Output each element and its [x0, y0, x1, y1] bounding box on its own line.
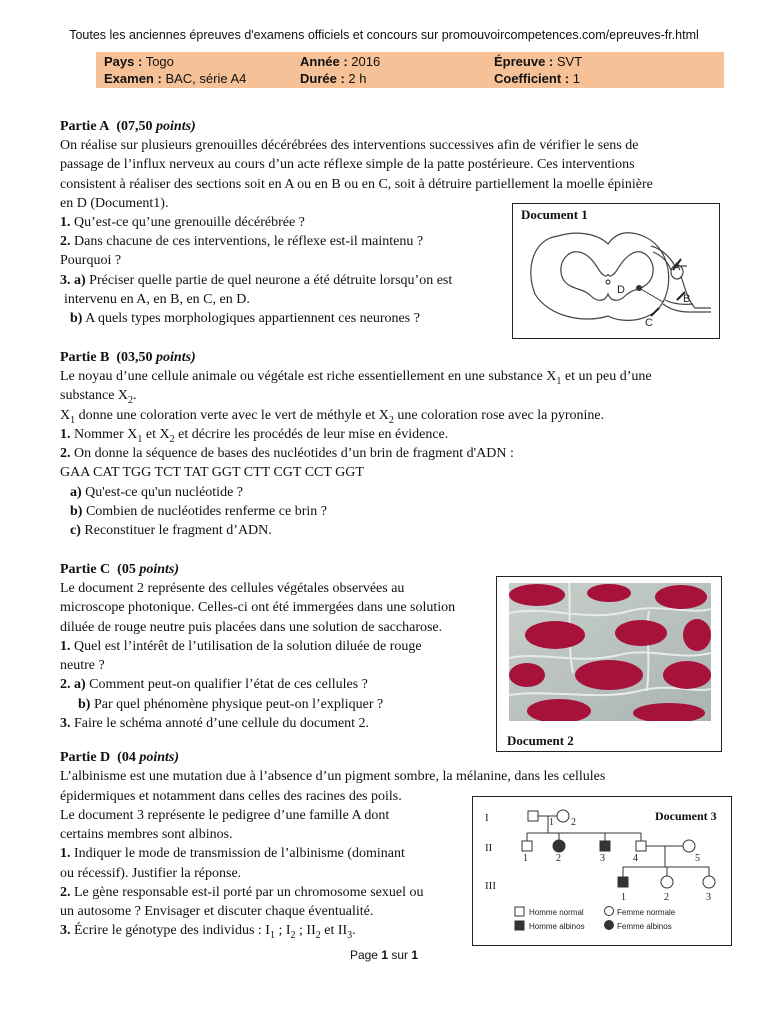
partB-title: Partie B (03,50 points) — [60, 350, 196, 365]
II-4-num: 4 — [633, 853, 638, 864]
partA-q2: 2. Dans chacune de ces interventions, le réflexe est-il maintenu ? — [60, 234, 424, 249]
plant-cells-micrograph — [509, 583, 711, 721]
III-2-num: 2 — [664, 892, 669, 903]
partA-q2-cont: Pourquoi ? — [60, 253, 122, 268]
partB-q1: 1. Nommer $X_1$ et $X_2$ et décrire les procédés de leur mise en évidence. — [60, 427, 449, 445]
generation-I: I — [485, 812, 489, 824]
partD-line-3: Le document 3 représente le pedigree d’une famille A dont — [60, 808, 390, 823]
partC-q1-cont: neutre ? — [60, 658, 105, 673]
document-3-figure — [472, 796, 732, 946]
partD-q1-cont: ou récessif). Justifier la réponse. — [60, 866, 242, 881]
III-3-num: 3 — [706, 892, 711, 903]
legend-homme-albinos: Homme albinos — [529, 922, 585, 931]
partA-title: Partie A (07,50 points) — [60, 119, 196, 134]
partC-q2b: b) Par quel phénomène physique peut-on l’expliquer ? — [78, 697, 384, 712]
partC-q3: 3. Faire le schéma annoté d’une cellule du document 2. — [60, 716, 370, 731]
partD-q2-cont: un autosome ? Envisager et discuter chaque éventualité. — [60, 904, 374, 919]
exam-info-band — [96, 52, 724, 88]
partA-q3a: 3. a) Préciser quelle partie de quel neurone a été détruite lorsqu’on est — [60, 273, 453, 288]
epreuve-field: Épreuve : SVT — [494, 54, 583, 69]
partA-q3a-cont: intervenu en A, en B, en C, en D. — [64, 292, 250, 307]
partB-line-3: $X_1$ donne une coloration verte avec le vert de méthyle et $X_2$ une coloration rose avec la pyronine. — [60, 408, 605, 426]
partD-line-2: épidermiques et notamment dans celles des racines des poils. — [60, 789, 402, 804]
partD-q2: 2. Le gène responsable est-il porté par un chromosome sexuel ou — [60, 885, 424, 900]
pays-field: Pays : Togo — [104, 54, 174, 69]
I-2-num: 2 — [571, 817, 576, 828]
partB-qc: c) Reconstituer le fragment d’ADN. — [70, 523, 272, 538]
partA-q1: 1. Qu’est-ce qu’une grenouille décérébrée ? — [60, 215, 305, 230]
partD-line-4: certains membres sont albinos. — [60, 827, 233, 842]
coef-field: Coefficient : 1 — [494, 71, 580, 86]
partA-line-4: en D (Document1). — [60, 196, 169, 211]
partB-qa: a) Qu'est-ce qu'un nucléotide ? — [70, 485, 243, 500]
label-C: C — [645, 317, 653, 329]
II-3-num: 3 — [600, 853, 605, 864]
III-1-num: 1 — [621, 892, 626, 903]
partA-line-3: consistent à réaliser des sections soit en A ou en B ou en C, soit à détruire partiellement la moelle épinière — [60, 177, 653, 192]
label-B: B — [683, 293, 691, 305]
generation-III: III — [485, 880, 496, 892]
partB-line-2: substance $X_2$. — [60, 388, 137, 406]
I-1-num: 1 — [549, 817, 554, 828]
II-5-num: 5 — [695, 853, 700, 864]
partA-line-1: On réalise sur plusieurs grenouilles décérébrées des interventions successives afin de vérifier le sens de — [60, 138, 639, 153]
partA-q3b: b) A quels types morphologiques appartiennent ces neurones ? — [70, 311, 420, 326]
annee-field: Année : 2016 — [300, 54, 381, 69]
document-3-label: Document 3 — [655, 809, 717, 823]
partD-line-1: L’albinisme est une mutation due à l’absence d’un pigment sombre, la mélanine, dans les cellules — [60, 769, 606, 784]
partC-line-3: diluée de rouge neutre puis placées dans une solution de saccharose. — [60, 620, 443, 635]
partB-qb: b) Combien de nucléotides renferme ce brin ? — [70, 504, 327, 519]
document-2-figure — [496, 576, 722, 752]
II-2-num: 2 — [556, 853, 561, 864]
legend-femme-albinos: Femme albinos — [617, 922, 672, 931]
source-header: Toutes les anciennes épreuves d'examens officiels et concours sur promouvoircompetences.com/epreuves-fr.html — [69, 28, 699, 42]
partD-q1: 1. Indiquer le mode de transmission de l’albinisme (dominant — [60, 846, 405, 861]
label-D: D — [617, 284, 625, 296]
legend-homme-normal: Homme normal — [529, 908, 584, 917]
partC-q1: 1. Quel est l’intérêt de l’utilisation de la solution diluée de rouge — [60, 639, 422, 654]
partD-q3: 3. Écrire le génotype des individus : $I_1$ ; $I_2$ ; $II_2$ et $II_3$. — [60, 923, 356, 941]
spinal-cord-diagram — [513, 204, 719, 338]
II-1-num: 1 — [523, 853, 528, 864]
document-2-label: Document 2 — [507, 733, 574, 748]
partD-title: Partie D (04 points) — [60, 750, 180, 765]
legend-femme-normale: Femme normale — [617, 908, 676, 917]
partB-line-1: Le noyau d’une cellule animale ou végétale est riche essentiellement en une substance $X_1$ et un peu d’une — [60, 369, 652, 387]
partB-q2: 2. On donne la séquence de bases des nucléotides d’un brin de fragment d'ADN : — [60, 446, 514, 461]
label-A: A — [673, 261, 681, 273]
duree-field: Durée : 2 h — [300, 71, 367, 86]
partC-title: Partie C (05 points) — [60, 562, 180, 577]
partC-line-1: Le document 2 représente des cellules végétales observées au — [60, 581, 405, 596]
dna-sequence: GAA CAT TGG TCT TAT GGT CTT CGT CCT GGT — [60, 465, 364, 480]
examen-field: Examen : BAC, série A4 — [104, 71, 247, 86]
partC-q2a: 2. a) Comment peut-on qualifier l’état de ces cellules ? — [60, 677, 368, 692]
generation-II: II — [485, 842, 493, 854]
page-footer: Page 1 sur 1 — [349, 948, 419, 962]
document-1-figure — [512, 203, 720, 339]
document-1-label: Document 1 — [521, 207, 588, 222]
pedigree-chart — [473, 797, 731, 945]
partA-line-2: passage de l’influx nerveux au cours d’un acte réflexe simple de la patte postérieure. Ces interventions — [60, 157, 635, 172]
partC-line-2: microscope photonique. Celles-ci ont été immergées dans une solution — [60, 600, 456, 615]
